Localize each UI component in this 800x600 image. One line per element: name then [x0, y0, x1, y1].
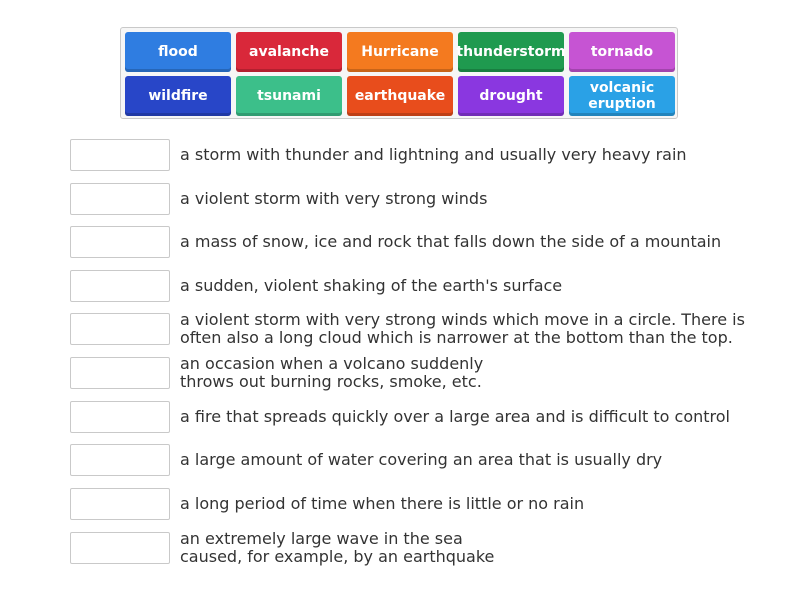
- drop-box[interactable]: [70, 357, 170, 389]
- definition-text: a large amount of water covering an area that is usually dry: [180, 450, 663, 469]
- drop-box[interactable]: [70, 401, 170, 433]
- word-tile-tornado[interactable]: tornado: [569, 32, 675, 72]
- match-row: [70, 444, 770, 476]
- match-row: [70, 183, 770, 215]
- drop-box[interactable]: [70, 313, 170, 345]
- match-row: [70, 401, 770, 433]
- drop-box[interactable]: [70, 183, 170, 215]
- match-row: [70, 226, 770, 258]
- match-row: [70, 354, 770, 391]
- match-row: [70, 310, 770, 347]
- match-row: [70, 488, 770, 520]
- drop-box[interactable]: [70, 532, 170, 564]
- drop-box[interactable]: [70, 444, 170, 476]
- word-tile-tsunami[interactable]: tsunami: [236, 76, 342, 116]
- word-tile-avalanche[interactable]: avalanche: [236, 32, 342, 72]
- match-row: [70, 529, 770, 566]
- word-tile-earthquake[interactable]: earthquake: [347, 76, 453, 116]
- word-tile-thunderstorm[interactable]: thunderstorm: [458, 32, 564, 72]
- word-tile-volcanic-eruption[interactable]: volcanic eruption: [569, 76, 675, 116]
- definition-text: a fire that spreads quickly over a large area and is difficult to control: [180, 407, 730, 426]
- definition-text: an extremely large wave in the sea caused, for example, by an earthquake: [180, 529, 495, 566]
- drop-box[interactable]: [70, 139, 170, 171]
- definition-text: an occasion when a volcano suddenly throws out burning rocks, smoke, etc.: [180, 354, 484, 391]
- word-bank: [120, 27, 678, 119]
- definition-text: a storm with thunder and lightning and usually very heavy rain: [180, 145, 687, 164]
- drop-box[interactable]: [70, 488, 170, 520]
- drop-box[interactable]: [70, 226, 170, 258]
- definition-text: a long period of time when there is little or no rain: [180, 494, 585, 513]
- drop-box[interactable]: [70, 270, 170, 302]
- definition-text: a violent storm with very strong winds: [180, 189, 488, 208]
- match-row: [70, 139, 770, 171]
- definition-text: a sudden, violent shaking of the earth's surface: [180, 276, 563, 295]
- word-tile-flood[interactable]: flood: [125, 32, 231, 72]
- word-tile-hurricane[interactable]: Hurricane: [347, 32, 453, 72]
- word-tile-drought[interactable]: drought: [458, 76, 564, 116]
- definition-text: a violent storm with very strong winds which move in a circle. There is often also a long cloud which is narrower at the bottom than the top.: [180, 310, 745, 347]
- match-row: [70, 270, 770, 302]
- definition-text: a mass of snow, ice and rock that falls down the side of a mountain: [180, 232, 722, 251]
- word-tile-wildfire[interactable]: wildfire: [125, 76, 231, 116]
